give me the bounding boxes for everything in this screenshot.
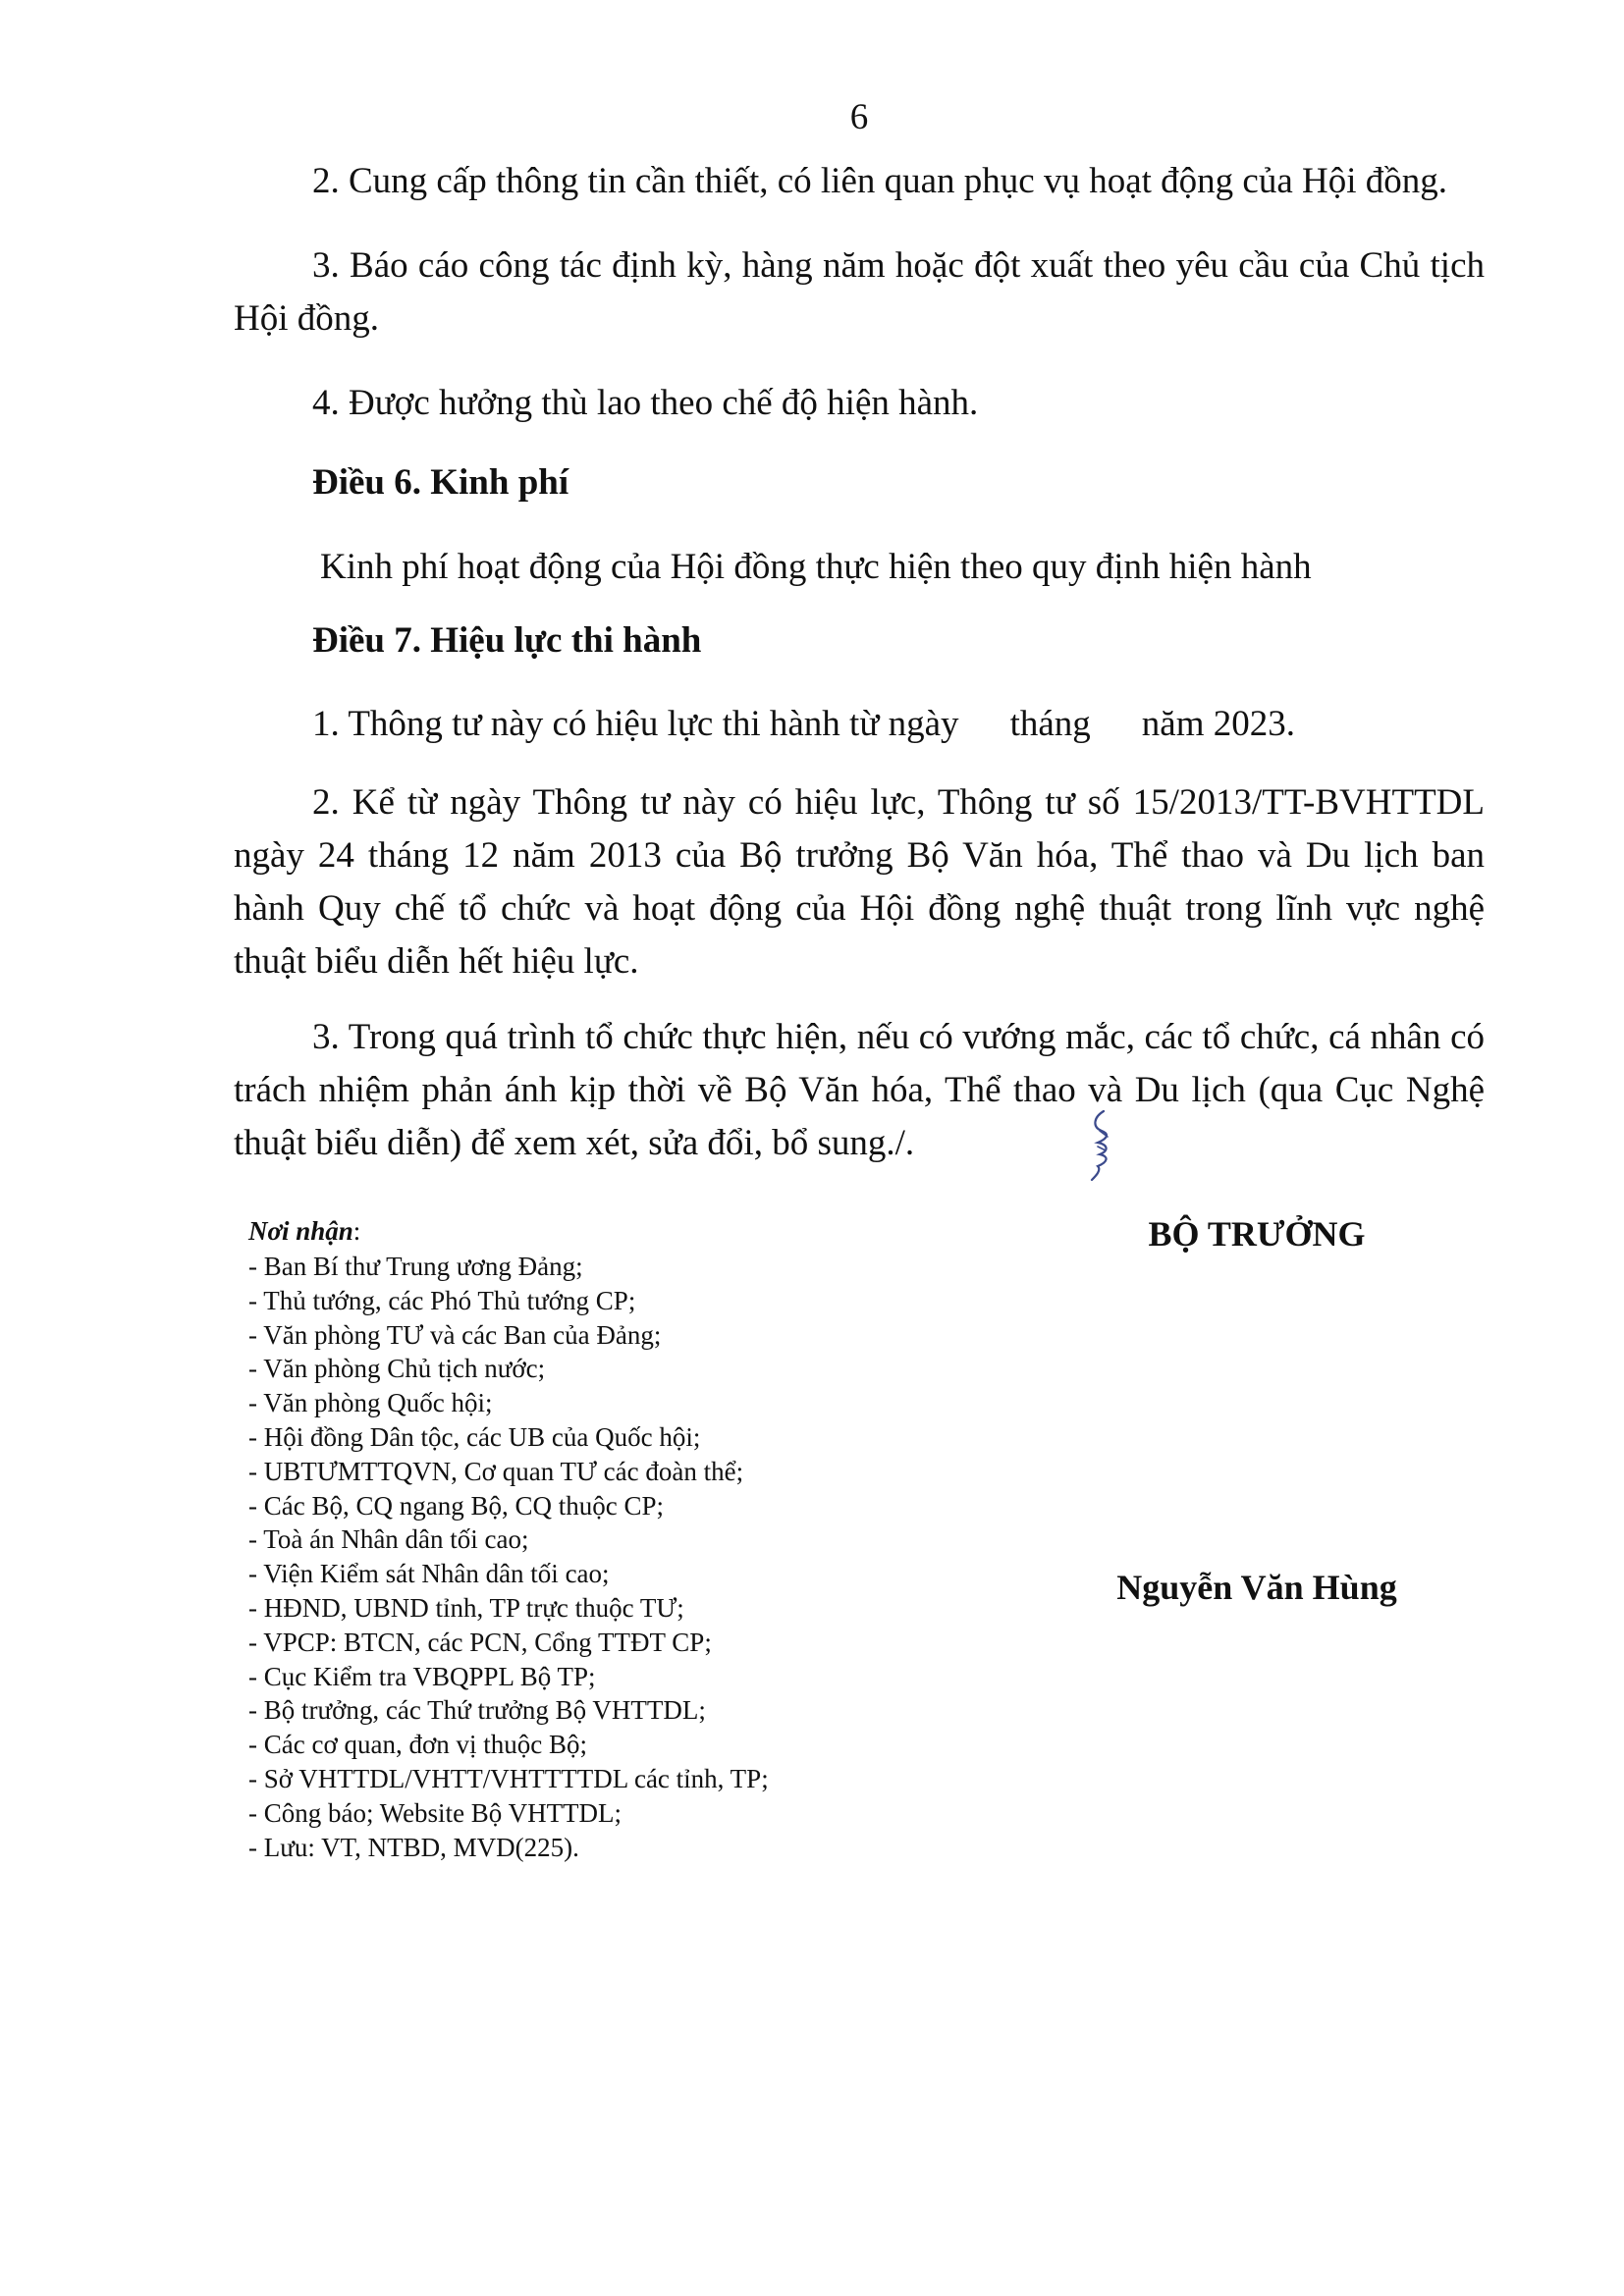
recipient-item: - Cục Kiểm tra VBQPPL Bộ TP; [248,1661,596,1691]
recipient-item: - Văn phòng Chủ tịch nước; [248,1354,546,1384]
article-6-text: Kinh phí hoạt động của Hội đồng thực hiện theo quy định hiện hành [320,547,1312,587]
recipient-item: - UBTƯMTTQVN, Cơ quan TƯ các đoàn thể; [248,1456,744,1486]
recipients-title: Nơi nhận: [248,1216,361,1246]
clause-1-effective-from: 1. Thông tư này có hiệu lực thi hành từ ngày [312,704,959,744]
article-7-clause-1 [234,698,1485,751]
recipient-item: - Văn phòng TƯ và các Ban của Đảng; [248,1319,662,1350]
recipient-item: - Toà án Nhân dân tối cao; [248,1524,529,1555]
recipient-item: - HĐND, UBND tỉnh, TP trực thuộc TƯ; [248,1592,684,1623]
recipient-item: - VPCP: BTCN, các PCN, Cổng TTĐT CP; [248,1627,712,1657]
recipient-item: - Sở VHTTDL/VHTT/VHTTTTDL các tỉnh, TP; [248,1763,769,1793]
recipient-list [248,1250,955,1864]
recipient-item: - Viện Kiểm sát Nhân dân tối cao; [248,1559,610,1589]
article-7-clause-2: 2. Kể từ ngày Thông tư này có hiệu lực, Thông tư số 15/2013/TT-BVHTTDL ngày 24 tháng 12 năm 2013 của Bộ trưởng Bộ Văn hóa, Thể thao và Du lịch ban hành Quy chế tổ chức và hoạt động của Hội đồng nghệ thuật trong lĩnh vực nghệ thuật biểu diễn hết hiệu lực. [234,782,1485,982]
recipient-item: - Ban Bí thư Trung ương Đảng; [248,1252,583,1281]
recipient-item: - Hội đồng Dân tộc, các UB của Quốc hội; [248,1421,701,1452]
page-number: 6 [849,97,869,137]
recipient-item: - Văn phòng Quốc hội; [248,1388,493,1418]
paragraph-report-work: 3. Báo cáo công tác định kỳ, hàng năm hoặc đột xuất theo yêu cầu của Chủ tịch Hội đồng. [234,245,1485,339]
recipient-item: - Các cơ quan, đơn vị thuộc Bộ; [248,1730,587,1760]
article-7-clause-3: 3. Trong quá trình tổ chức thực hiện, nếu có vướng mắc, các tổ chức, cá nhân có trách nhiệm phản ánh kịp thời về Bộ Văn hóa, Thể thao và Du lịch (qua Cục Nghệ thuật biểu diễn) để xem xét, sửa đổi, bổ sung./. [234,1017,1485,1163]
clause-1-month: tháng [1009,704,1091,744]
recipients-block [248,1215,955,1864]
paragraph-remuneration: 4. Được hưởng thù lao theo chế độ hiện hành. [312,383,979,423]
recipient-item: - Thủ tướng, các Phó Thủ tướng CP; [248,1285,636,1315]
signer-position: BỘ TRƯỞNG [1148,1214,1366,1254]
recipient-item: - Bộ trưởng, các Thứ trưởng Bộ VHTTDL; [248,1695,706,1726]
signer-name: Nguyễn Văn Hùng [1116,1568,1397,1607]
initial-signature-mark [1086,1107,1119,1182]
clause-1-year: năm 2023. [1141,704,1295,744]
article-6-heading: Điều 6. Kinh phí [312,462,569,503]
recipient-item: - Lưu: VT, NTBD, MVD(225). [248,1832,579,1862]
article-7-heading: Điều 7. Hiệu lực thi hành [312,620,702,661]
paragraph-provide-information: 2. Cung cấp thông tin cần thiết, có liên quan phục vụ hoạt động của Hội đồng. [312,161,1448,201]
recipient-item: - Các Bộ, CQ ngang Bộ, CQ thuộc CP; [248,1490,664,1521]
recipient-item: - Công báo; Website Bộ VHTTDL; [248,1797,623,1828]
